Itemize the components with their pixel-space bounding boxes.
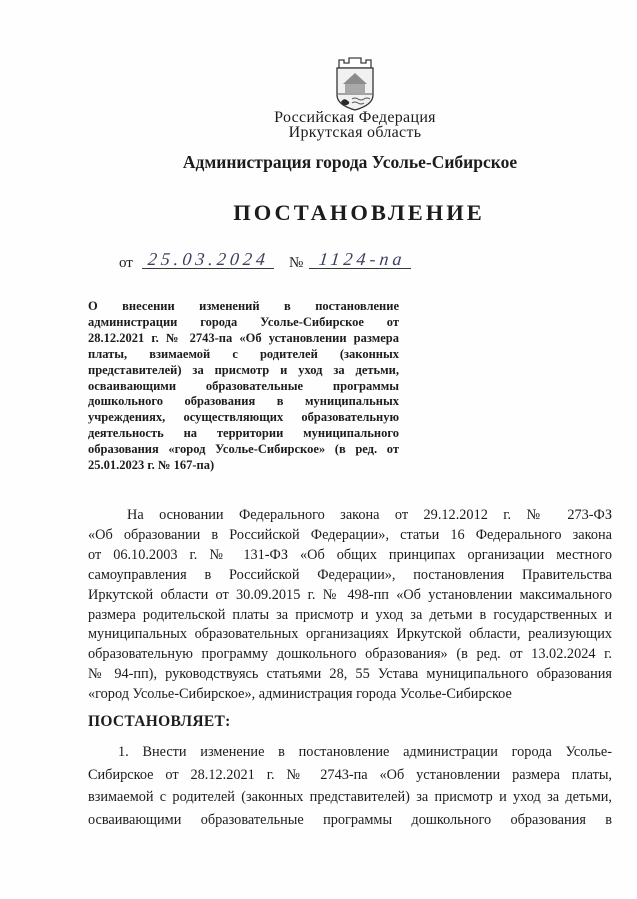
item-line: Сибирское от 28.12.2021 г. № 2743-па «Об установлении размера платы, (88, 766, 612, 783)
subject-line: 25.01.2023 г. № 167-па) (88, 458, 215, 473)
subject-line: учреждениях, осуществляющих образовательную (88, 410, 399, 425)
preamble-line: муниципальных образовательных организациях Иркутской области, реализующих (88, 626, 612, 643)
subject-line: дошкольного образования в муниципальных (88, 394, 399, 409)
subject-line: 28.12.2021 г. № 2743-па «Об установлении размера (88, 330, 399, 345)
preamble-line: На основании Федерального закона от 29.12.2012 г. № 273-ФЗ (127, 507, 612, 523)
document-type-title: ПОСТАНОВЛЕНИЕ (233, 200, 485, 225)
subject-line: платы, взимаемой с родителей (законных (88, 346, 399, 361)
subject-line: О внесении изменений в постановление (88, 299, 399, 313)
country-name: Российская Федерация (274, 109, 436, 126)
preamble-line: № 94-пп), руководствуясь статьями 28, 55 Устава муниципального образования (88, 666, 612, 683)
resolution-heading: ПОСТАНОВЛЯЕТ: (88, 713, 231, 730)
coat-of-arms-icon (332, 55, 378, 111)
document-date: 25.03.2024 (146, 249, 271, 269)
preamble-line: от 06.10.2003 г. № 131-ФЗ «Об общих принципах организации местного (88, 546, 612, 563)
preamble-line: «Об образовании в Российской Федерации», статьи 16 Федерального закона (88, 526, 612, 543)
item-line: взимаемой с родителей (законных представителей) за присмотр и уход за детьми, (88, 789, 612, 806)
document-subject (88, 299, 399, 474)
preamble-line: размера родительской платы за присмотр и уход за детьми в государственных и (88, 606, 612, 623)
document-number: 1124-па (317, 249, 407, 269)
resolution-item-1 (88, 741, 612, 831)
preamble-paragraph (88, 506, 612, 705)
authority-name: Администрация города Усолье-Сибирское (182, 152, 518, 172)
preamble-line: самоуправления в Российской Федерации», постановления Правительства (88, 566, 612, 583)
subject-line: образования «город Усолье-Сибирское» (в ред. от (88, 442, 399, 457)
document-number-label: № (289, 255, 304, 271)
preamble-line: образовательную программу дошкольного образования» (в ред. от 13.02.2024 г. (88, 646, 612, 663)
subject-line: представителей) за присмотр и уход за детьми, (88, 362, 399, 377)
preamble-line: Иркутской области от 30.09.2015 г. № 498-пп «Об установлении максимального (88, 586, 612, 603)
preamble-line: «город Усолье-Сибирское», администрация города Усолье-Сибирское (88, 686, 512, 703)
document-date-label: от (119, 255, 133, 271)
subject-line: деятельность на территории муниципального (88, 426, 399, 441)
subject-line: осваивающими образовательные программы (88, 378, 399, 393)
subject-line: администрации города Усолье-Сибирское от (88, 314, 399, 329)
item-line: осваивающими образовательные программы дошкольного образования в (88, 811, 612, 828)
region-name: Иркутская область (288, 124, 422, 141)
item-line: 1. Внести изменение в постановление администрации города Усолье- (118, 744, 612, 760)
